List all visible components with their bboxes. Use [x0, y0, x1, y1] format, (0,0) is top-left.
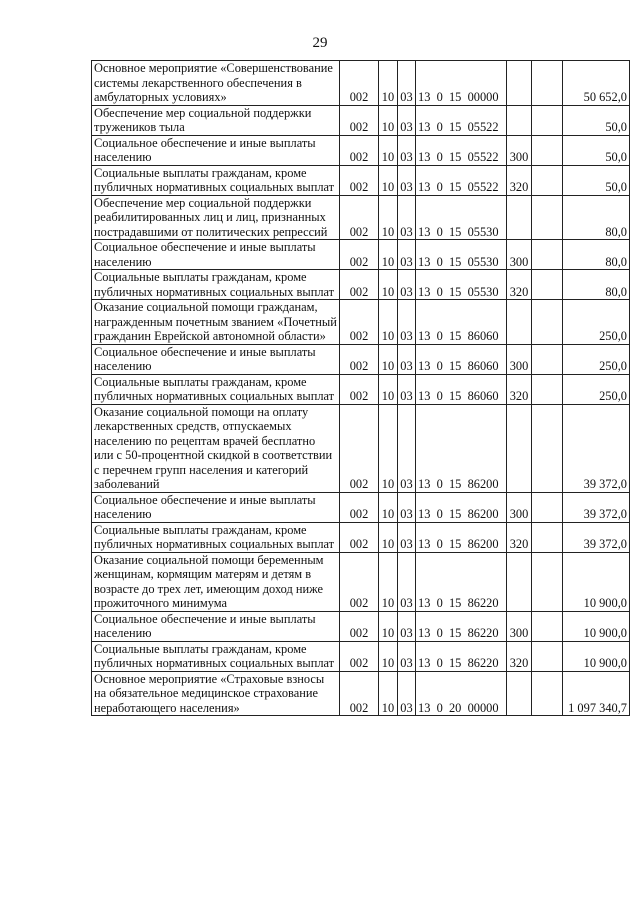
section-code: 10 [379, 404, 398, 492]
amount: 10 900,0 [563, 641, 630, 671]
empty-cell [532, 492, 563, 522]
department-code: 002 [340, 492, 379, 522]
empty-cell [532, 552, 563, 611]
item-name: Социальные выплаты гражданам, кроме публичных нормативных социальных выплат [92, 165, 340, 195]
section-code: 10 [379, 270, 398, 300]
empty-cell [532, 611, 563, 641]
amount: 250,0 [563, 374, 630, 404]
amount: 250,0 [563, 300, 630, 345]
expense-type-code: 320 [507, 374, 532, 404]
subsection-code: 03 [398, 611, 416, 641]
empty-cell [532, 344, 563, 374]
item-name: Основное мероприятие «Совершенствование системы лекарственного обеспечения в амбулаторных условиях» [92, 61, 340, 106]
subsection-code: 03 [398, 61, 416, 106]
table-row [92, 671, 630, 716]
amount: 10 900,0 [563, 611, 630, 641]
target-article-code: 13 0 15 86200 [416, 404, 507, 492]
target-article-code: 13 0 15 05530 [416, 270, 507, 300]
section-code: 10 [379, 374, 398, 404]
table-row [92, 270, 630, 300]
table-row [92, 165, 630, 195]
item-name: Оказание социальной помощи на оплату лекарственных средств, отпускаемых населению по рецептам врачей бесплатно или с 50-процентной скидкой в соответствии с перечнем групп населения и категорий заболеваний [92, 404, 340, 492]
empty-cell [532, 374, 563, 404]
subsection-code: 03 [398, 492, 416, 522]
amount: 80,0 [563, 240, 630, 270]
table-row [92, 522, 630, 552]
department-code: 002 [340, 135, 379, 165]
item-name: Социальные выплаты гражданам, кроме публичных нормативных социальных выплат [92, 374, 340, 404]
table-row [92, 552, 630, 611]
empty-cell [532, 522, 563, 552]
department-code: 002 [340, 611, 379, 641]
target-article-code: 13 0 15 05522 [416, 135, 507, 165]
target-article-code: 13 0 15 86220 [416, 552, 507, 611]
expense-type-code: 320 [507, 522, 532, 552]
subsection-code: 03 [398, 671, 416, 716]
subsection-code: 03 [398, 522, 416, 552]
expense-type-code: 300 [507, 492, 532, 522]
expense-type-code [507, 552, 532, 611]
table-row [92, 641, 630, 671]
table-row [92, 240, 630, 270]
item-name: Оказание социальной помощи гражданам, награжденным почетным званием «Почетный гражданин Еврейской автономной области» [92, 300, 340, 345]
department-code: 002 [340, 300, 379, 345]
subsection-code: 03 [398, 344, 416, 374]
target-article-code: 13 0 15 86220 [416, 641, 507, 671]
table-row [92, 611, 630, 641]
section-code: 10 [379, 522, 398, 552]
department-code: 002 [340, 270, 379, 300]
subsection-code: 03 [398, 195, 416, 240]
department-code: 002 [340, 404, 379, 492]
expense-type-code [507, 195, 532, 240]
empty-cell [532, 671, 563, 716]
table-row [92, 195, 630, 240]
subsection-code: 03 [398, 404, 416, 492]
expense-type-code [507, 671, 532, 716]
subsection-code: 03 [398, 641, 416, 671]
amount: 39 372,0 [563, 522, 630, 552]
amount: 50 652,0 [563, 61, 630, 106]
department-code: 002 [340, 344, 379, 374]
department-code: 002 [340, 552, 379, 611]
subsection-code: 03 [398, 374, 416, 404]
department-code: 002 [340, 641, 379, 671]
section-code: 10 [379, 671, 398, 716]
amount: 50,0 [563, 165, 630, 195]
item-name: Обеспечение мер социальной поддержки реабилитированных лиц и лиц, признанных пострадавшими от политических репрессий [92, 195, 340, 240]
target-article-code: 13 0 20 00000 [416, 671, 507, 716]
empty-cell [532, 404, 563, 492]
item-name: Социальное обеспечение и иные выплаты населению [92, 135, 340, 165]
amount: 80,0 [563, 270, 630, 300]
section-code: 10 [379, 195, 398, 240]
department-code: 002 [340, 165, 379, 195]
section-code: 10 [379, 611, 398, 641]
amount: 10 900,0 [563, 552, 630, 611]
subsection-code: 03 [398, 300, 416, 345]
table-row [92, 105, 630, 135]
item-name: Социальные выплаты гражданам, кроме публичных нормативных социальных выплат [92, 522, 340, 552]
table-row [92, 492, 630, 522]
section-code: 10 [379, 165, 398, 195]
expense-type-code: 300 [507, 344, 532, 374]
section-code: 10 [379, 344, 398, 374]
amount: 1 097 340,7 [563, 671, 630, 716]
section-code: 10 [379, 300, 398, 345]
subsection-code: 03 [398, 165, 416, 195]
empty-cell [532, 240, 563, 270]
target-article-code: 13 0 15 86060 [416, 374, 507, 404]
table-row [92, 404, 630, 492]
table-row [92, 61, 630, 106]
expense-type-code: 300 [507, 135, 532, 165]
amount: 80,0 [563, 195, 630, 240]
empty-cell [532, 270, 563, 300]
empty-cell [532, 105, 563, 135]
budget-table [91, 60, 630, 716]
expense-type-code [507, 105, 532, 135]
expense-type-code [507, 61, 532, 106]
target-article-code: 13 0 15 86200 [416, 492, 507, 522]
department-code: 002 [340, 61, 379, 106]
department-code: 002 [340, 195, 379, 240]
department-code: 002 [340, 105, 379, 135]
expense-type-code [507, 300, 532, 345]
page-number: 29 [312, 35, 328, 51]
section-code: 10 [379, 105, 398, 135]
target-article-code: 13 0 15 86060 [416, 300, 507, 345]
table-row [92, 135, 630, 165]
section-code: 10 [379, 492, 398, 522]
target-article-code: 13 0 15 86200 [416, 522, 507, 552]
item-name: Социальное обеспечение и иные выплаты населению [92, 611, 340, 641]
expense-type-code: 320 [507, 270, 532, 300]
amount: 39 372,0 [563, 492, 630, 522]
expense-type-code: 300 [507, 240, 532, 270]
item-name: Социальные выплаты гражданам, кроме публичных нормативных социальных выплат [92, 641, 340, 671]
target-article-code: 13 0 15 86060 [416, 344, 507, 374]
section-code: 10 [379, 552, 398, 611]
item-name: Обеспечение мер социальной поддержки тружеников тыла [92, 105, 340, 135]
empty-cell [532, 641, 563, 671]
expense-type-code [507, 404, 532, 492]
section-code: 10 [379, 240, 398, 270]
empty-cell [532, 61, 563, 106]
target-article-code: 13 0 15 00000 [416, 61, 507, 106]
item-name: Социальное обеспечение и иные выплаты населению [92, 492, 340, 522]
target-article-code: 13 0 15 05530 [416, 240, 507, 270]
amount: 50,0 [563, 135, 630, 165]
table-row [92, 300, 630, 345]
target-article-code: 13 0 15 05522 [416, 165, 507, 195]
expense-type-code: 300 [507, 611, 532, 641]
item-name: Основное мероприятие «Страховые взносы на обязательное медицинское страхование неработающего населения» [92, 671, 340, 716]
section-code: 10 [379, 641, 398, 671]
item-name: Социальное обеспечение и иные выплаты населению [92, 240, 340, 270]
department-code: 002 [340, 240, 379, 270]
target-article-code: 13 0 15 05522 [416, 105, 507, 135]
amount: 50,0 [563, 105, 630, 135]
expense-type-code: 320 [507, 641, 532, 671]
subsection-code: 03 [398, 270, 416, 300]
amount: 250,0 [563, 344, 630, 374]
subsection-code: 03 [398, 240, 416, 270]
subsection-code: 03 [398, 135, 416, 165]
empty-cell [532, 195, 563, 240]
table-row [92, 374, 630, 404]
section-code: 10 [379, 135, 398, 165]
subsection-code: 03 [398, 552, 416, 611]
item-name: Социальное обеспечение и иные выплаты населению [92, 344, 340, 374]
section-code: 10 [379, 61, 398, 106]
amount: 39 372,0 [563, 404, 630, 492]
item-name: Социальные выплаты гражданам, кроме публичных нормативных социальных выплат [92, 270, 340, 300]
subsection-code: 03 [398, 105, 416, 135]
empty-cell [532, 135, 563, 165]
expense-type-code: 320 [507, 165, 532, 195]
department-code: 002 [340, 671, 379, 716]
empty-cell [532, 165, 563, 195]
table-row [92, 344, 630, 374]
department-code: 002 [340, 522, 379, 552]
item-name: Оказание социальной помощи беременным женщинам, кормящим матерям и детям в возрасте до трех лет, имеющим доход ниже прожиточного минимума [92, 552, 340, 611]
department-code: 002 [340, 374, 379, 404]
target-article-code: 13 0 15 86220 [416, 611, 507, 641]
target-article-code: 13 0 15 05530 [416, 195, 507, 240]
empty-cell [532, 300, 563, 345]
